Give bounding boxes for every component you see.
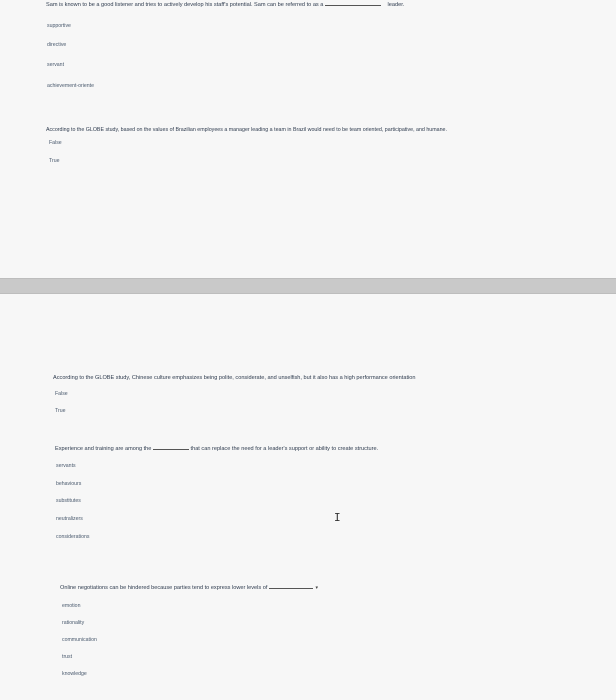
question-4-option-servants[interactable]: servants <box>56 463 76 469</box>
question-5-option-trust[interactable]: trust <box>62 654 73 660</box>
question-5-text <box>60 585 318 591</box>
question-3-option-false[interactable]: False <box>55 391 68 397</box>
question-1-text <box>46 2 404 8</box>
text-cursor-icon: I <box>334 511 341 524</box>
question-panel-top <box>0 0 616 278</box>
question-4-option-neutralizers[interactable]: neutralizers <box>56 516 83 522</box>
section-divider <box>0 278 616 294</box>
question-4-option-behaviours[interactable]: behaviours <box>56 481 82 487</box>
question-4-text <box>55 446 378 452</box>
question-2-option-true[interactable]: True <box>49 158 60 164</box>
question-4-part2: that can replace the need for a leader's support or ability to create structure. <box>190 446 379 452</box>
question-3-option-true[interactable]: True <box>55 408 66 414</box>
question-3-text: According to the GLOBE study, Chinese culture emphasizes being polite, considerate, and unselfish, but it also has a high performance orientation <box>53 375 416 381</box>
question-5-option-communication[interactable]: communication <box>62 637 97 643</box>
question-5-option-emotion[interactable]: emotion <box>62 603 81 609</box>
question-1-part2: leader. <box>387 2 405 8</box>
question-1-option-supportive[interactable]: supportive <box>47 23 71 29</box>
question-2-option-false[interactable]: False <box>49 140 62 146</box>
question-panel-bottom <box>0 294 616 700</box>
question-4-part1: Experience and training are among the <box>55 446 152 452</box>
question-1-option-servant[interactable]: servant <box>47 62 65 68</box>
question-2-text: According to the GLOBE study, based on the values of Brazilian employees a manager leading a team in Brazil would need to be team oriented, participative, and humane. <box>46 127 447 133</box>
question-5-option-rationality[interactable]: rationality <box>62 620 85 626</box>
question-1-part1: Sam is known to be a good listener and tries to actively develop his staff's potential. Sam can be referred to as a <box>46 2 324 8</box>
question-5-option-knowledge[interactable]: knowledge <box>62 671 87 677</box>
question-5-dropdown[interactable] <box>269 588 313 589</box>
question-1-option-achievement-oriented[interactable]: achievement-oriente <box>47 83 95 89</box>
question-1-blank <box>325 5 381 6</box>
question-4-option-substitutes[interactable]: substitutes <box>56 498 81 504</box>
question-5-part1: Online negotiations can be hindered because parties tend to express lower levels of <box>60 585 268 591</box>
question-1-option-directive[interactable]: directive <box>47 42 67 48</box>
question-4-blank <box>153 449 189 450</box>
chevron-down-icon[interactable]: ▾ <box>315 585 319 591</box>
question-4-option-considerations[interactable]: considerations <box>56 534 90 540</box>
